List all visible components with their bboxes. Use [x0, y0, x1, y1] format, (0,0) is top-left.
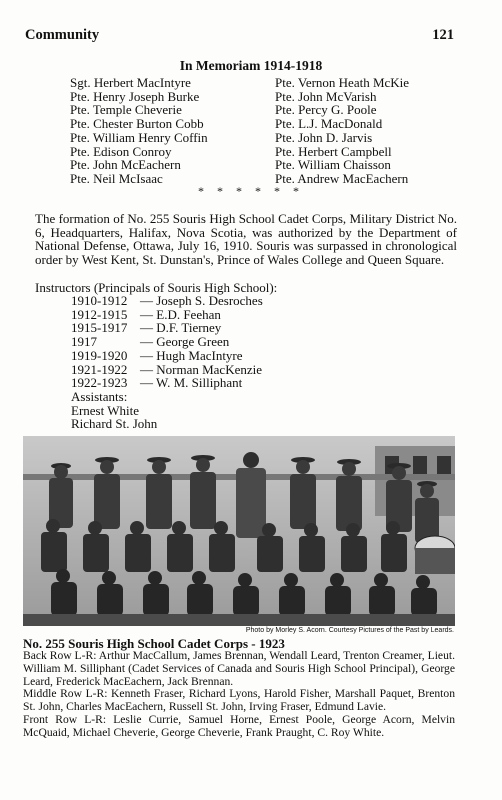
instructor-years: 1910-1912	[71, 293, 128, 308]
instructors-list	[71, 294, 263, 431]
memoriam-name: Pte. Andrew MacEachern	[275, 170, 409, 186]
section-separator: * * * * * *	[198, 184, 304, 198]
caption-back-row: Back Row L-R: Arthur MacCallum, James Brennan, Wendall Leard, Trenton Creamer, Lieut. William M. Silliphant (Cadet Services of Canada and Souris High School Principal), George Leard, Frederick MacEachern, Jack Brennan.	[23, 649, 455, 688]
instructor-row	[71, 335, 263, 349]
memoriam-name: Pte. Herbert Campbell	[275, 143, 392, 159]
instructor-row	[71, 308, 263, 322]
memoriam-name: Pte. John McEachern	[70, 157, 181, 173]
section-title: Community	[25, 27, 100, 43]
instructor-row	[71, 363, 263, 377]
instructor-name: — W. M. Silliphant	[140, 375, 243, 391]
instructor-row	[71, 294, 263, 308]
instructor-years: 1917	[71, 334, 97, 350]
instructor-name: — Hugh MacIntyre	[140, 347, 243, 363]
photo-credit: Photo by Morley S. Acorn. Courtesy Pictures of the Past by Leards.	[245, 627, 454, 634]
instructor-name: — D.F. Tierney	[140, 320, 222, 336]
memoriam-name: Pte. Percy G. Poole	[275, 102, 377, 118]
instructor-name: — E.D. Feehan	[140, 306, 221, 322]
assistant-name: Richard St. John	[71, 416, 158, 432]
memoriam-name: Pte. John McVarish	[275, 88, 377, 104]
memoriam-name: Pte. William Henry Coffin	[70, 129, 208, 145]
photo-caption-title: No. 255 Souris High School Cadet Corps - 1923	[23, 636, 285, 651]
memoriam-name: Pte. Vernon Heath McKie	[275, 75, 410, 90]
instructor-years: 1912-1915	[71, 306, 128, 322]
memoriam-name: Pte. John D. Jarvis	[275, 129, 373, 145]
memoriam-name: Pte. Neil McIsaac	[70, 170, 163, 186]
instructor-name: — Joseph S. Desroches	[140, 293, 263, 308]
memoriam-title: In Memoriam 1914-1918	[179, 58, 323, 73]
caption-middle-row: Middle Row L-R: Kenneth Fraser, Richard Lyons, Harold Fisher, Marshall Paquet, Brenton St. John, Charles MacEachern, Russell St. John, Irving Fraser, Edmund Lavie.	[23, 687, 455, 714]
memoriam-name: Pte. Chester Burton Cobb	[70, 116, 204, 132]
instructor-row	[71, 349, 263, 363]
page-number: 121	[432, 27, 454, 43]
memoriam-name: Pte. Temple Cheverie	[70, 102, 182, 118]
instructor-row	[71, 376, 263, 390]
memoriam-name: Pte. Edison Conroy	[70, 143, 172, 159]
memoriam-left-column	[70, 76, 208, 186]
instructor-row	[71, 321, 263, 335]
instructor-name: — Norman MacKenzie	[140, 361, 263, 377]
memoriam-name: Sgt. Herbert MacIntyre	[70, 75, 191, 90]
memoriam-name: Pte. William Chaisson	[275, 157, 391, 173]
assistants-heading: Assistants:	[71, 388, 128, 404]
memoriam-right-column	[275, 76, 409, 186]
page-header	[25, 27, 454, 44]
memoriam-name: Pte. Henry Joseph Burke	[70, 88, 200, 104]
instructor-years: 1922-1923	[71, 375, 128, 391]
photo-caption	[23, 650, 455, 740]
group-photo-illustration	[23, 436, 455, 626]
cadet-corps-photo	[23, 436, 455, 626]
caption-front-row: Front Row L-R: Leslie Currie, Samuel Horne, Ernest Poole, George Acorn, Melvin McQuaid, Michael Cheverie, George Cheverie, Frank Praught, C. Roy White.	[23, 712, 455, 739]
instructor-years: 1915-1917	[71, 320, 128, 336]
memoriam-name: Pte. L.J. MacDonald	[275, 116, 383, 132]
instructor-years: 1919-1920	[71, 347, 128, 363]
assistant-name: Ernest White	[71, 402, 139, 418]
instructor-years: 1921-1922	[71, 361, 128, 377]
instructors-heading: Instructors (Principals of Souris High School):	[35, 280, 278, 295]
history-paragraph: The formation of No. 255 Souris High School Cadet Corps, Military District No. 6, Headquarters, Halifax, Nova Scotia, was authorized by the Department of National Defense, Ottawa, July 16, 1910. Souris was surpassed in chronological order by West Kent, St. Dunstan's, Prince of Wales College and Queen Square.	[35, 211, 457, 268]
instructor-name: — George Green	[140, 334, 230, 350]
